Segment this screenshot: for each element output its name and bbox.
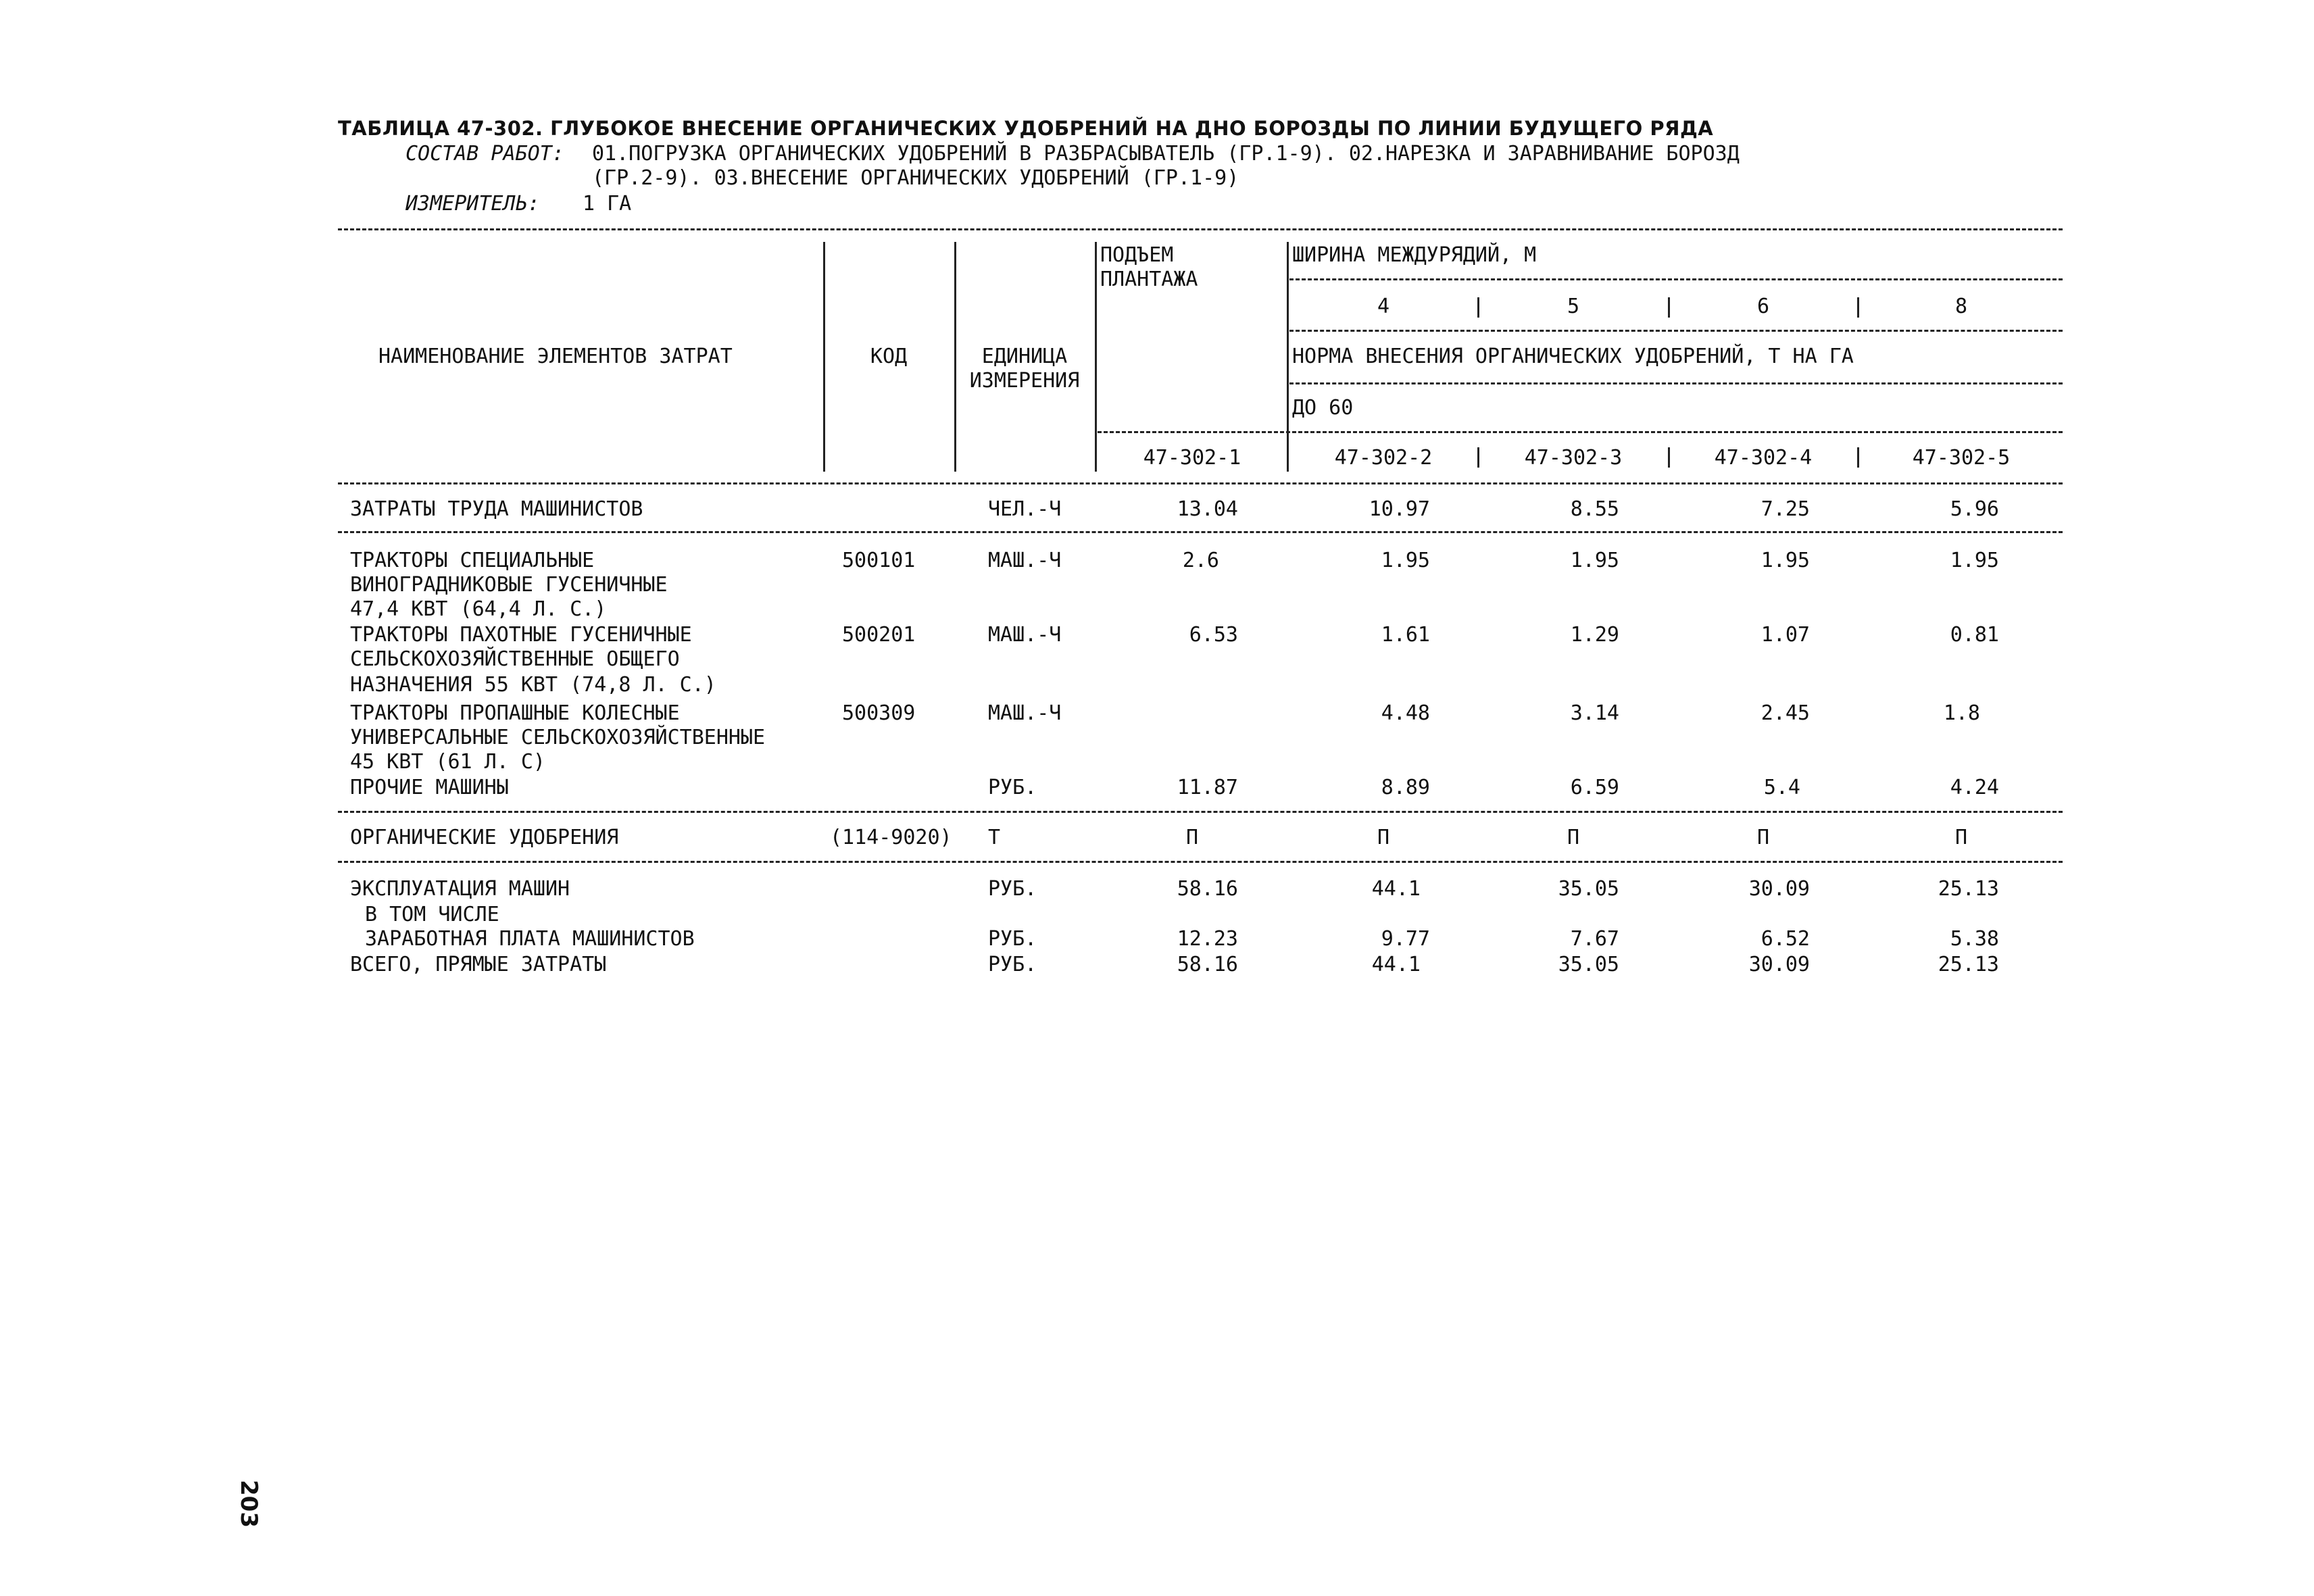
row-tractor2-value-4: 1.07 bbox=[1761, 623, 1810, 647]
row-total-value-5: 25.13 bbox=[1938, 953, 1999, 976]
row-other-machines-value-4: 5.4 bbox=[1763, 776, 1800, 799]
header-width-6: 6 bbox=[1756, 295, 1770, 318]
row-fertilizer-name: ОРГАНИЧЕСКИЕ УДОБРЕНИЯ bbox=[350, 826, 619, 849]
row-salary-unit: РУБ. bbox=[988, 927, 1037, 951]
col-sep-c2-c3 bbox=[1477, 447, 1479, 468]
col-sep-code-unit bbox=[954, 242, 956, 472]
row-tractor1-value-3: 1.95 bbox=[1570, 549, 1619, 572]
row-tractor2-value-3: 1.29 bbox=[1570, 623, 1619, 647]
header-code-column: КОД bbox=[870, 345, 908, 368]
header-code-5: 47-302-5 bbox=[1912, 446, 2011, 470]
header-code-4: 47-302-4 bbox=[1714, 446, 1813, 470]
page-number: 203 bbox=[235, 1480, 262, 1528]
row-other-machines-value-1: 11.87 bbox=[1177, 776, 1238, 799]
row-salary-value-1: 12.23 bbox=[1177, 927, 1238, 951]
row-tractor1-unit: МАШ.-Ч bbox=[988, 549, 1062, 572]
row-other-machines-value-3: 6.59 bbox=[1570, 776, 1619, 799]
row-tractor3-value-3: 3.14 bbox=[1570, 701, 1619, 725]
row-labor-value-5: 5.96 bbox=[1950, 497, 1999, 521]
header-width-5: 5 bbox=[1567, 295, 1580, 318]
row-salary-value-4: 6.52 bbox=[1761, 927, 1810, 951]
rule-under-norm-label bbox=[1289, 382, 2063, 384]
header-lift-line-1: ПОДЪЕМ bbox=[1100, 243, 1174, 267]
row-fertilizer-value-1: П bbox=[1185, 826, 1199, 849]
row-tractor1-name-2: ВИНОГРАДНИКОВЫЕ ГУСЕНИЧНЫЕ bbox=[350, 573, 668, 597]
row-other-machines-value-5: 4.24 bbox=[1950, 776, 1999, 799]
row-including-label: В ТОМ ЧИСЛЕ bbox=[365, 903, 499, 926]
header-width-4: 4 bbox=[1377, 295, 1390, 318]
row-tractor2-name-3: НАЗНАЧЕНИЯ 55 КВТ (74,8 Л. С.) bbox=[350, 673, 716, 697]
row-tractor3-value-5: 1.8 bbox=[1943, 701, 1980, 725]
row-total-value-2: 44.1 bbox=[1371, 953, 1421, 976]
table-title: ТАБЛИЦА 47-302. ГЛУБОКОЕ ВНЕСЕНИЕ ОРГАНИЧЕСКИХ УДОБРЕНИЙ НА ДНО БОРОЗДЫ ПО ЛИНИИ БУДУЩЕГО РЯДА bbox=[338, 117, 1714, 140]
row-other-machines-name: ПРОЧИЕ МАШИНЫ bbox=[350, 776, 509, 799]
row-tractor1-name-1: ТРАКТОРЫ СПЕЦИАЛЬНЫЕ bbox=[350, 549, 595, 572]
header-row-spacing-label: ШИРИНА МЕЖДУРЯДИЙ, М bbox=[1292, 243, 1537, 267]
row-tractor1-value-5: 1.95 bbox=[1950, 549, 1999, 572]
row-salary-value-3: 7.67 bbox=[1570, 927, 1619, 951]
col-sep-c4-c5 bbox=[1857, 447, 1859, 468]
header-code-2: 47-302-2 bbox=[1334, 446, 1433, 470]
row-other-machines-value-2: 8.89 bbox=[1381, 776, 1430, 799]
row-fertilizer-unit: Т bbox=[988, 826, 1001, 849]
row-operation-value-1: 58.16 bbox=[1177, 877, 1238, 901]
measure-value: 1 ГА bbox=[583, 192, 632, 216]
rule-after-labor bbox=[338, 531, 2063, 533]
header-code-1: 47-302-1 bbox=[1143, 446, 1241, 470]
row-operation-unit: РУБ. bbox=[988, 877, 1037, 901]
row-operation-name: ЭКСПЛУАТАЦИЯ МАШИН bbox=[350, 877, 570, 901]
row-operation-value-5: 25.13 bbox=[1938, 877, 1999, 901]
col-sep-w6-w8 bbox=[1857, 297, 1859, 318]
row-tractor2-value-1: 6.53 bbox=[1189, 623, 1238, 647]
header-lift-line-2: ПЛАНТАЖА bbox=[1100, 268, 1198, 291]
row-total-value-4: 30.09 bbox=[1748, 953, 1810, 976]
row-tractor1-name-3: 47,4 КВТ (64,4 Л. С.) bbox=[350, 597, 607, 621]
work-composition-line-2: (ГР.2-9). 03.ВНЕСЕНИЕ ОРГАНИЧЕСКИХ УДОБРЕНИЙ (ГР.1-9) bbox=[592, 166, 1239, 190]
row-operation-value-3: 35.05 bbox=[1558, 877, 1619, 901]
row-fertilizer-value-4: П bbox=[1756, 826, 1770, 849]
row-tractor2-name-2: СЕЛЬСКОХОЗЯЙСТВЕННЫЕ ОБЩЕГО bbox=[350, 647, 680, 671]
row-labor-value-2: 10.97 bbox=[1369, 497, 1430, 521]
row-tractor2-unit: МАШ.-Ч bbox=[988, 623, 1062, 647]
col-sep-unit-lift bbox=[1095, 242, 1097, 472]
row-tractor1-code: 500101 bbox=[842, 549, 916, 572]
col-sep-w5-w6 bbox=[1668, 297, 1670, 318]
row-total-value-1: 58.16 bbox=[1177, 953, 1238, 976]
row-total-name: ВСЕГО, ПРЯМЫЕ ЗАТРАТЫ bbox=[350, 953, 607, 976]
row-other-machines-unit: РУБ. bbox=[988, 776, 1037, 799]
rule-under-widths bbox=[1289, 330, 2063, 332]
row-tractor2-value-2: 1.61 bbox=[1381, 623, 1430, 647]
rule-after-machines bbox=[338, 811, 2063, 813]
row-labor-value-3: 8.55 bbox=[1570, 497, 1619, 521]
measure-label: ИЗМЕРИТЕЛЬ: bbox=[405, 192, 540, 216]
header-unit-column-line-1: ЕДИНИЦА bbox=[981, 345, 1068, 368]
row-tractor3-name-3: 45 КВТ (61 Л. С) bbox=[350, 750, 545, 774]
header-unit-column-line-2: ИЗМЕРЕНИЯ bbox=[969, 369, 1080, 393]
row-tractor3-unit: МАШ.-Ч bbox=[988, 701, 1062, 725]
row-operation-value-4: 30.09 bbox=[1748, 877, 1810, 901]
row-tractor3-name-2: УНИВЕРСАЛЬНЫЕ СЕЛЬСКОХОЗЯЙСТВЕННЫЕ bbox=[350, 726, 766, 749]
row-salary-value-5: 5.38 bbox=[1950, 927, 1999, 951]
col-sep-name-code bbox=[823, 242, 825, 472]
row-tractor3-code: 500309 bbox=[842, 701, 916, 725]
col-sep-w4-w5 bbox=[1477, 297, 1479, 318]
col-sep-c3-c4 bbox=[1668, 447, 1670, 468]
row-tractor1-value-1: 2.6 bbox=[1182, 549, 1219, 572]
work-composition-line-1: 01.ПОГРУЗКА ОРГАНИЧЕСКИХ УДОБРЕНИЙ В РАЗБРАСЫВАТЕЛЬ (ГР.1-9). 02.НАРЕЗКА И ЗАРАВНИВАНИЕ БОРОЗД bbox=[592, 142, 1740, 166]
header-norm-value: ДО 60 bbox=[1292, 396, 1354, 420]
header-name-column: НАИМЕНОВАНИЕ ЭЛЕМЕНТОВ ЗАТРАТ bbox=[378, 345, 733, 368]
row-tractor2-name-1: ТРАКТОРЫ ПАХОТНЫЕ ГУСЕНИЧНЫЕ bbox=[350, 623, 692, 647]
row-fertilizer-value-2: П bbox=[1377, 826, 1390, 849]
row-total-value-3: 35.05 bbox=[1558, 953, 1619, 976]
row-fertilizer-code: (114-9020) bbox=[830, 826, 952, 849]
row-operation-value-2: 44.1 bbox=[1371, 877, 1421, 901]
row-tractor2-code: 500201 bbox=[842, 623, 916, 647]
rule-header-bottom bbox=[338, 482, 2063, 484]
row-labor-name: ЗАТРАТЫ ТРУДА МАШИНИСТОВ bbox=[350, 497, 643, 521]
row-tractor3-value-4: 2.45 bbox=[1761, 701, 1810, 725]
row-labor-value-4: 7.25 bbox=[1761, 497, 1810, 521]
row-labor-value-1: 13.04 bbox=[1177, 497, 1238, 521]
rule-above-codes bbox=[1098, 431, 2063, 433]
row-total-unit: РУБ. bbox=[988, 953, 1037, 976]
row-tractor2-value-5: 0.81 bbox=[1950, 623, 1999, 647]
header-norm-label: НОРМА ВНЕСЕНИЯ ОРГАНИЧЕСКИХ УДОБРЕНИЙ, Т НА ГА bbox=[1292, 345, 1854, 368]
work-composition-label: СОСТАВ РАБОТ: bbox=[405, 142, 564, 166]
col-sep-lift-width bbox=[1287, 242, 1289, 472]
row-tractor1-value-4: 1.95 bbox=[1761, 549, 1810, 572]
header-width-8: 8 bbox=[1954, 295, 1968, 318]
row-tractor3-name-1: ТРАКТОРЫ ПРОПАШНЫЕ КОЛЕСНЫЕ bbox=[350, 701, 680, 725]
rule-top bbox=[338, 228, 2063, 230]
row-salary-name: ЗАРАБОТНАЯ ПЛАТА МАШИНИСТОВ bbox=[365, 927, 695, 951]
row-tractor3-value-2: 4.48 bbox=[1381, 701, 1430, 725]
rule-after-fertilizer bbox=[338, 861, 2063, 863]
row-salary-value-2: 9.77 bbox=[1381, 927, 1430, 951]
header-code-3: 47-302-3 bbox=[1524, 446, 1623, 470]
rule-under-width-label bbox=[1289, 278, 2063, 280]
row-fertilizer-value-5: П bbox=[1954, 826, 1968, 849]
row-fertilizer-value-3: П bbox=[1567, 826, 1580, 849]
row-tractor1-value-2: 1.95 bbox=[1381, 549, 1430, 572]
row-labor-unit: ЧЕЛ.-Ч bbox=[988, 497, 1062, 521]
